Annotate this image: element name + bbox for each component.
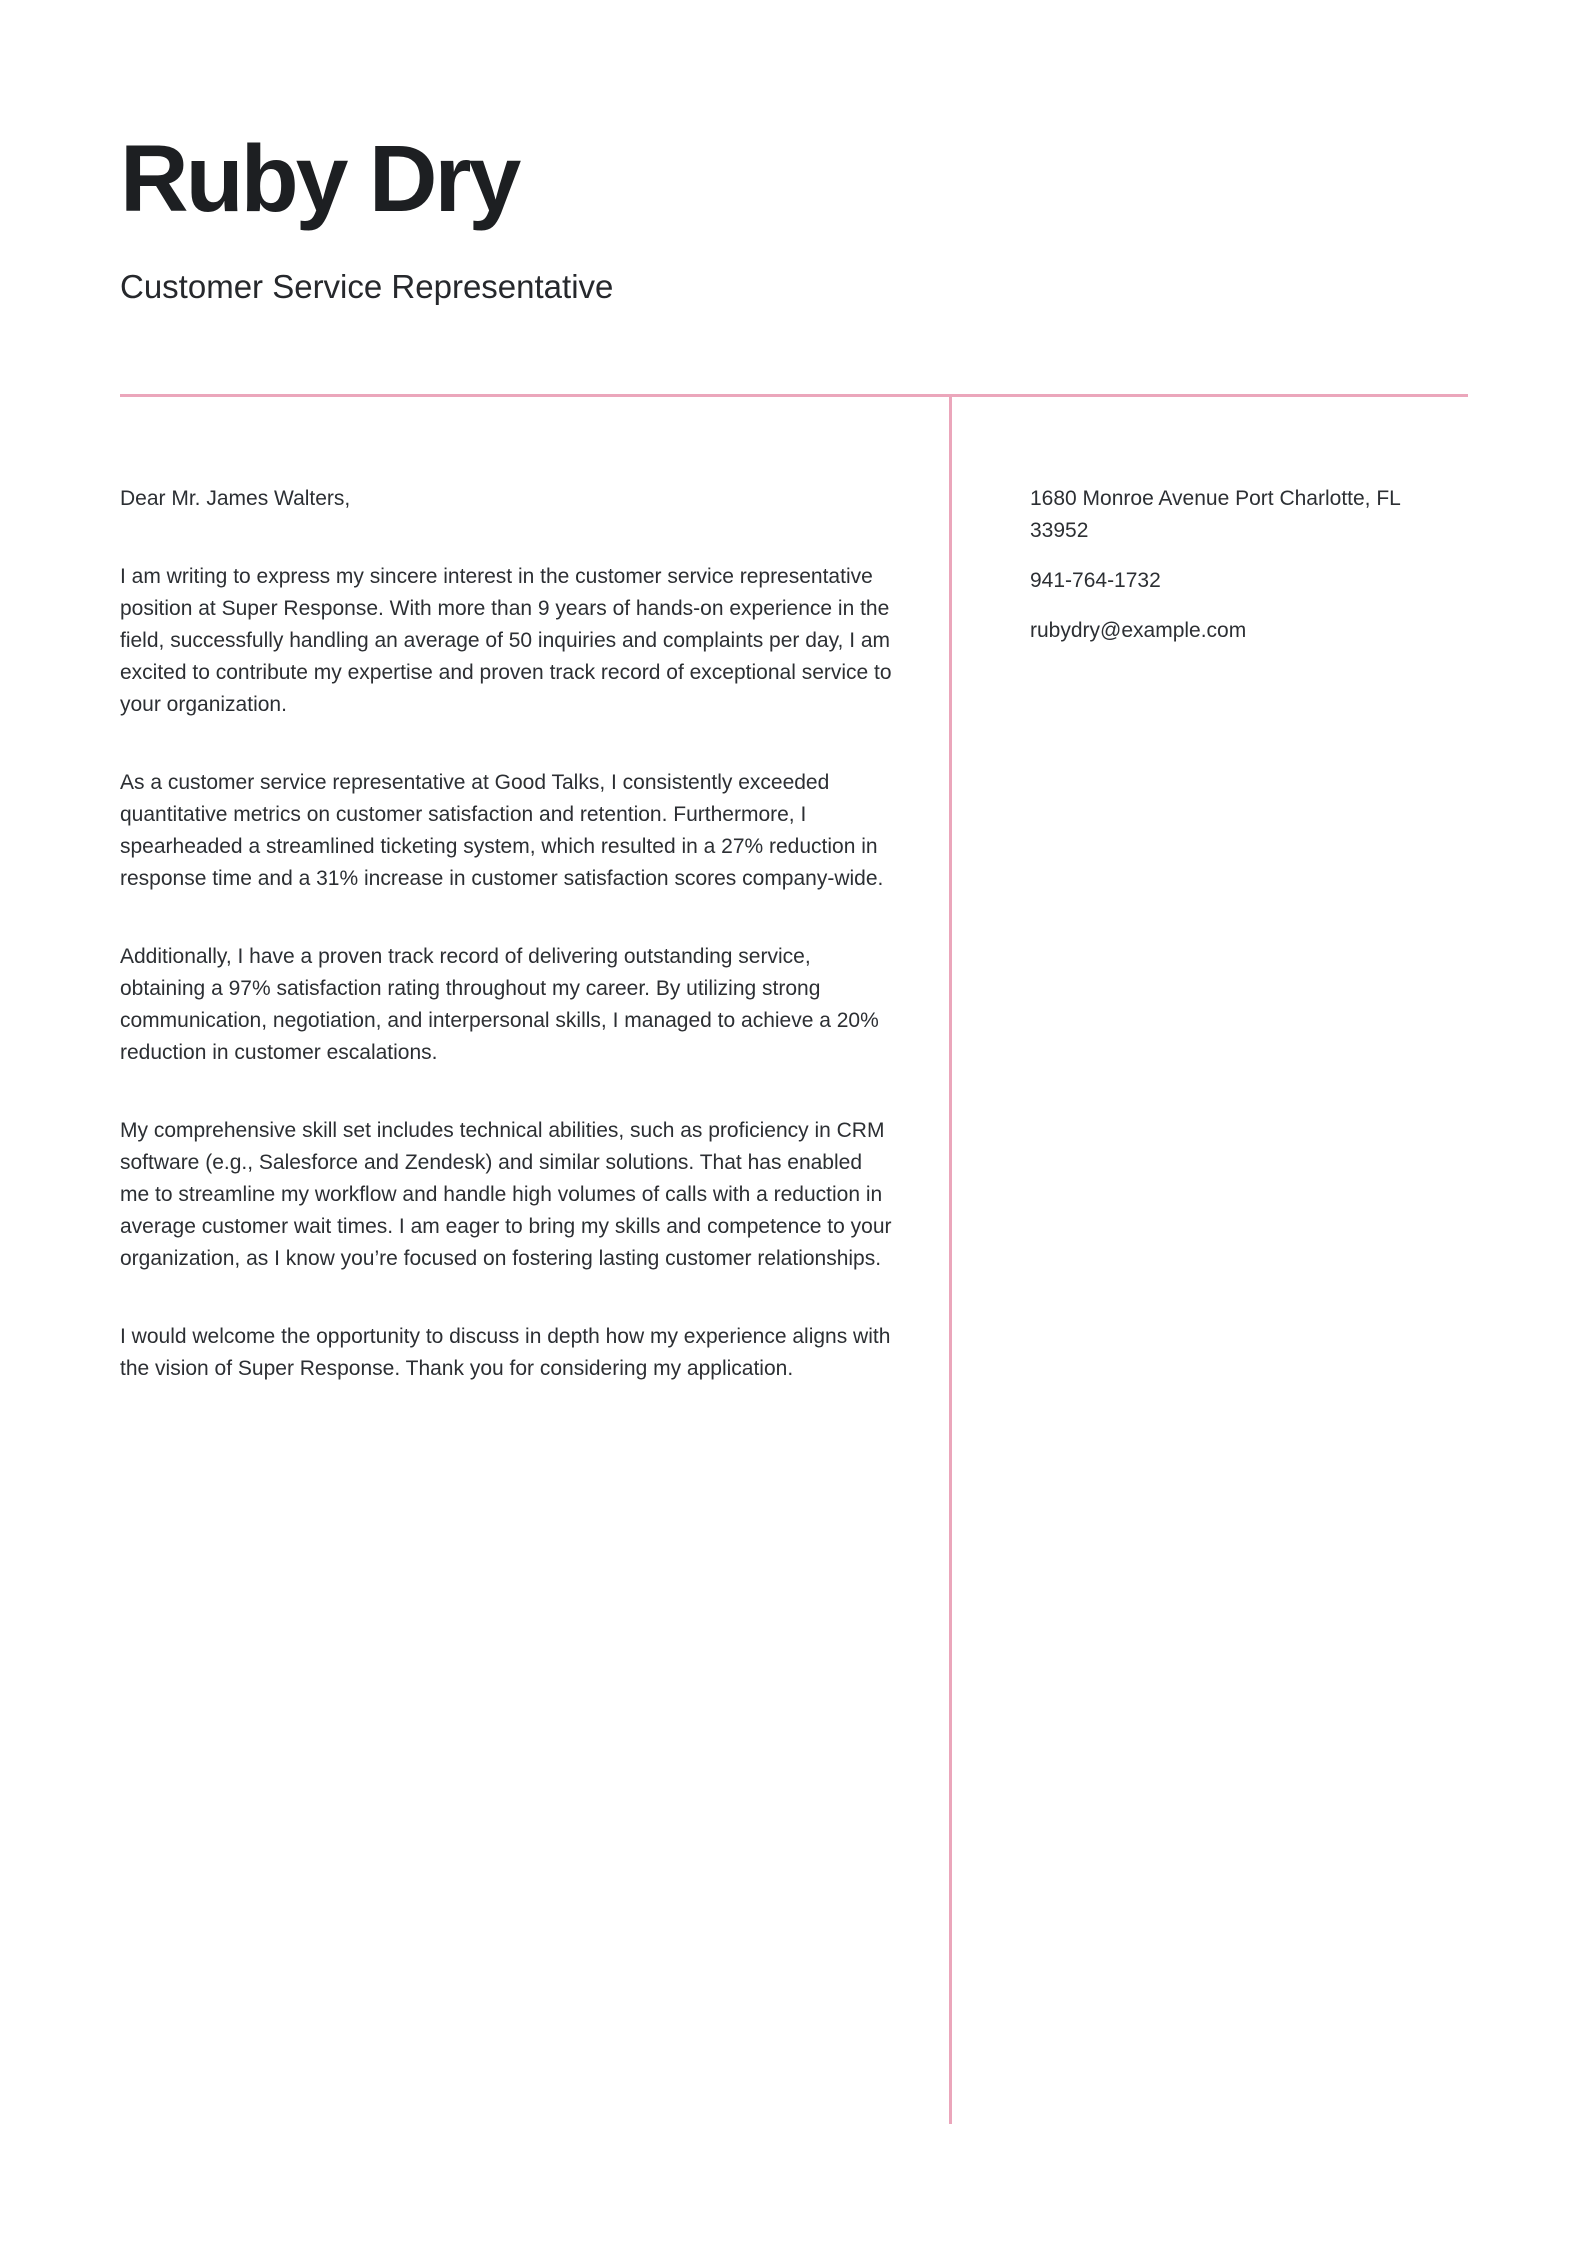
letter-body-columns <box>120 397 1468 2124</box>
candidate-name: Ruby Dry <box>120 126 519 232</box>
letter-paragraph: I would welcome the opportunity to discuss in depth how my experience aligns with the vision of Super Response. Thank you for considering my application. <box>120 1324 891 1380</box>
contact-address: 1680 Monroe Avenue Port Charlotte, FL 33952 <box>1030 486 1401 542</box>
contact-column <box>952 397 1468 2124</box>
letter-paragraph: My comprehensive skill set includes technical abilities, such as proficiency in CRM software (e.g., Salesforce and Zendesk) and similar solutions. That has enabled me to streamline my workflow and handle high volumes of calls with a reduction in average customer wait times. I am eager to bring my skills and competence to your organization, as I know you’re focused on fostering lasting customer relationships. <box>120 1118 892 1270</box>
letter-text-column <box>120 397 949 2124</box>
letter-header <box>120 0 1468 397</box>
letter-paragraph: I am writing to express my sincere interest in the customer service representative position at Super Response. With more than 9 years of hands-on experience in the field, successfully handling an average of 50 inquiries and complaints per day, I am excited to contribute my expertise and proven track record of exceptional service to your organization. <box>120 564 892 716</box>
contact-email: rubydry@example.com <box>1030 618 1247 642</box>
contact-phone: 941-764-1732 <box>1030 568 1161 592</box>
salutation: Dear Mr. James Walters, <box>120 486 351 510</box>
job-title: Customer Service Representative <box>120 267 614 305</box>
letter-paragraph: As a customer service representative at Good Talks, I consistently exceeded quantitative metrics on customer satisfaction and retention. Furthermore, I spearheaded a streamlined ticketing system, which resulted in a 27% reduction in response time and a 31% increase in customer satisfaction scores company-wide. <box>120 770 884 890</box>
letter-paragraph: Additionally, I have a proven track record of delivering outstanding service, obtaining a 97% satisfaction rating throughout my career. By utilizing strong communication, negotiation, and interpersonal skills, I managed to achieve a 20% reduction in customer escalations. <box>120 944 879 1064</box>
